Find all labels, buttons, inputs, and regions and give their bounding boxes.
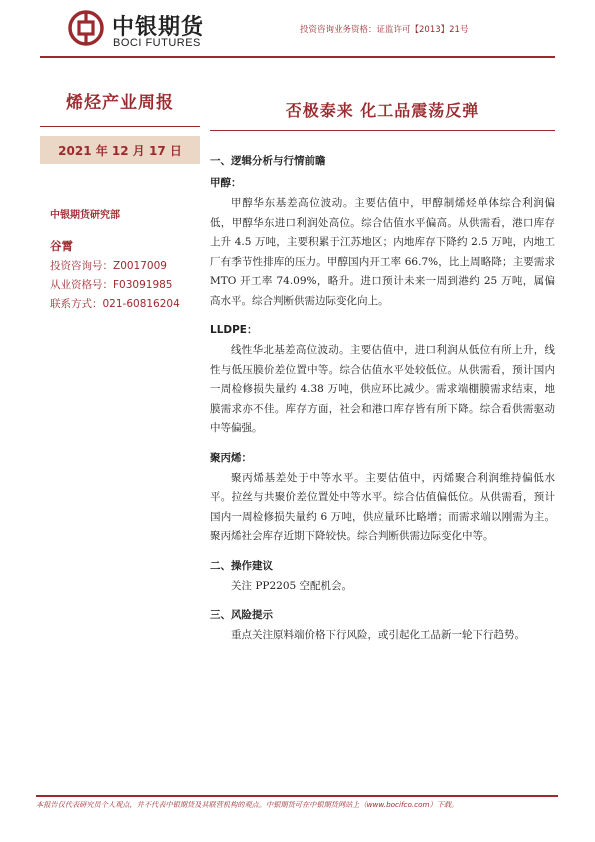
document-title: 否极泰来 化工品震荡反弹 bbox=[285, 101, 480, 120]
boc-logo-icon bbox=[68, 10, 104, 46]
risk-paragraph: 重点关注原料端价格下行风险，或引起化工品新一轮下行趋势。 bbox=[231, 629, 525, 641]
analyst-contact: 联系方式：021-60816204 bbox=[50, 298, 180, 310]
section-heading: 二、操作建议 bbox=[210, 559, 273, 572]
analyst-credential: 投资咨询号：Z0017009 bbox=[50, 260, 167, 272]
sidebar-divider bbox=[40, 126, 200, 127]
brand-name-en: BOCI FUTURES bbox=[113, 37, 201, 49]
brand-name-cn: 中银期货 bbox=[112, 15, 205, 40]
section-heading: 一、逻辑分析与行情前瞻 bbox=[210, 155, 326, 167]
subsection-heading-lldpe: LLDPE： bbox=[210, 324, 258, 336]
title-divider bbox=[210, 130, 555, 131]
advice-paragraph: 关注 PP2205 空配机会。 bbox=[231, 579, 353, 592]
analyst-name: 谷霄 bbox=[50, 239, 73, 253]
page-header bbox=[0, 0, 595, 58]
pp-paragraph: 聚丙烯基差处于中等水平。主要估值中，丙烯聚合利润维持偏低水平。拉丝与共聚价差位置处中等水平。综合估值偏低位。从供需看，预计国内一周检修损失量约 6 万吨，供应量环比略增；而需求端以刚需为主。聚丙烯社会库存近期下降较快。综合判断供需边际变化中等。 bbox=[210, 471, 555, 542]
license-text: 投资咨询业务资格：证监许可【2013】21号 bbox=[300, 25, 469, 35]
report-date: 2021 年 12 月 17 日 bbox=[58, 144, 182, 158]
subsection-heading-methanol: 甲醇： bbox=[210, 177, 242, 189]
analyst-credential: 从业资格号：F03091985 bbox=[50, 279, 173, 291]
lldpe-paragraph: 线性华北基差高位波动。主要估值中，进口利润从低位有所上升，线性与低压膜价差位置中等。综合估值水平处较低位。从供需看，预计国内一周检修损失量约 4.38 万吨，供应环比减少。需求端棚膜需求结束，地膜需求亦不佳。库存方面，社会和港口库存皆有所下降。综合看供需驱动中等偏强。 bbox=[210, 344, 555, 434]
footer-disclaimer: 本报告仅代表研究员个人观点，并不代表中银期货及其联营机构的观点。中银期货可在中银期货网站上（www.bocifco.com）下载。 bbox=[36, 800, 459, 809]
report-body bbox=[210, 150, 555, 654]
report-type: 烯烃产业周报 bbox=[66, 93, 174, 113]
header-divider bbox=[40, 56, 555, 58]
section-heading: 三、风险提示 bbox=[210, 609, 273, 621]
methanol-paragraph: 甲醇华东基差高位波动。主要估值中，甲醇制烯烃单体综合利润偏低，甲醇华东进口利润处高位。综合估值水平偏高。从供需看，港口库存上升 4.5 万吨，主要积累于江苏地区；内地库存下降约 2.5 万吨，内地工厂有季节性排库的压力。甲醇国内开工率 66.7%，比上周略降；主要需求 MTO 开工率 74.09%，略升。进口预计未来一周到港约 25 万吨，属偏高水平。综合判断供需边际变化向上。 bbox=[210, 197, 555, 307]
subsection-heading-pp: 聚丙烯： bbox=[210, 451, 252, 464]
department: 中银期货研究部 bbox=[50, 210, 120, 221]
footer-divider bbox=[36, 795, 558, 797]
